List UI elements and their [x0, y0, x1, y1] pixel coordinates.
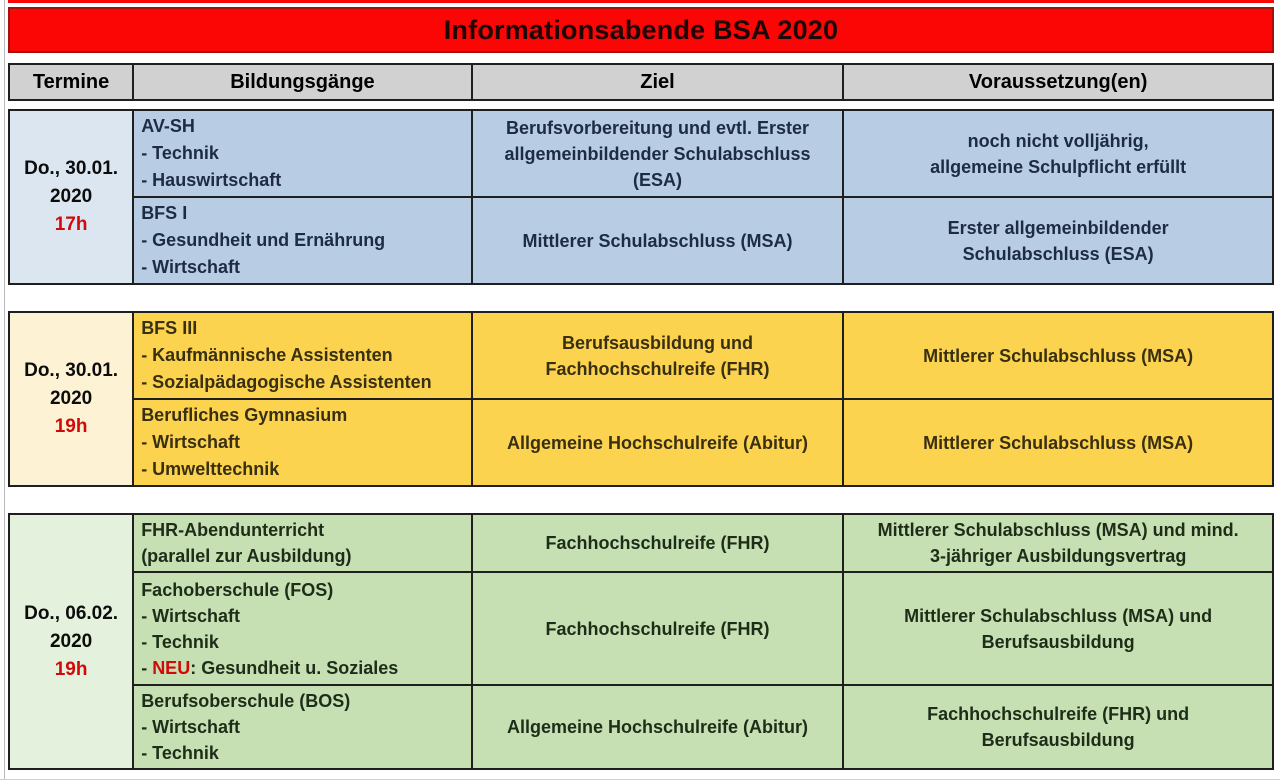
text-line: Fachhochschulreife (FHR) und: [927, 704, 1190, 724]
goal-cell: [472, 197, 844, 284]
column-header-bildungsgaenge: Bildungsgänge: [133, 64, 472, 100]
text-line: Mittlerer Schulabschluss (MSA) und: [904, 605, 1213, 626]
date-line: 2020: [49, 186, 93, 207]
goal-cell: [472, 110, 844, 197]
date-cell: [9, 514, 133, 769]
section-blue: [8, 109, 1274, 285]
requirement-cell: [843, 399, 1273, 486]
program-line: - Wirtschaft: [141, 432, 241, 452]
program-line: - Wirtschaft: [141, 257, 241, 277]
programs-cell: [133, 572, 472, 685]
text-line: Mittlerer Schulabschluss (MSA): [923, 432, 1194, 453]
requirement-cell: [843, 197, 1273, 284]
text-line: Allgemeine Hochschulreife (Abitur): [506, 432, 809, 453]
text-line: Berufsausbildung: [981, 631, 1135, 652]
date-line: 2020: [49, 388, 93, 409]
flyer: [8, 7, 1274, 770]
date-cell: [9, 110, 133, 284]
program-line: - Wirtschaft: [141, 605, 241, 626]
requirement-cell: [843, 110, 1273, 197]
text-line: Erster allgemeinbildender: [947, 217, 1169, 238]
neu-prefix: -: [141, 657, 153, 678]
section-yellow: [8, 311, 1274, 487]
text-line: Berufsvorbereitung und evtl. Erster: [505, 117, 810, 138]
goal-cell: [472, 399, 844, 486]
programs-cell: [133, 197, 472, 284]
page-title: Informationsabende BSA 2020: [443, 14, 839, 45]
program-line: BFS I: [141, 203, 188, 223]
program-line: (parallel zur Ausbildung): [141, 546, 352, 566]
text-line: noch nicht volljährig,: [967, 130, 1149, 151]
text-line: Fachhochschulreife (FHR): [545, 618, 770, 639]
date-line: 2020: [49, 630, 93, 652]
text-line: 3-jähriger Ausbildungsvertrag: [929, 546, 1187, 566]
goal-cell: [472, 514, 844, 572]
program-line: - Wirtschaft: [141, 717, 241, 737]
time-label: 17h: [54, 214, 88, 235]
text-line: Berufsausbildung: [981, 730, 1135, 750]
programs-cell: [133, 110, 472, 197]
program-line: - Umwelttechnik: [141, 459, 280, 479]
text-line: Mittlerer Schulabschluss (MSA): [522, 230, 793, 251]
program-line: - Technik: [141, 743, 219, 763]
goal-cell: [472, 312, 844, 399]
program-line: Berufliches Gymnasium: [141, 405, 348, 425]
program-line: AV-SH: [141, 116, 195, 136]
program-line: - Kaufmännische Assistenten: [141, 345, 393, 365]
goal-cell: [472, 572, 844, 685]
title-bar: [8, 7, 1274, 53]
neu-accent: NEU: [152, 657, 191, 678]
requirement-cell: [843, 312, 1273, 399]
text-line: Mittlerer Schulabschluss (MSA) und mind.: [877, 520, 1239, 540]
text-line: Berufsausbildung und: [562, 332, 753, 353]
program-line: Berufsoberschule (BOS): [141, 691, 351, 711]
programs-cell: [133, 312, 472, 399]
text-line: Mittlerer Schulabschluss (MSA): [923, 345, 1194, 366]
top-red-strip: [8, 0, 1274, 3]
text-line: Allgemeine Hochschulreife (Abitur): [506, 717, 809, 737]
text-line: (ESA): [633, 169, 682, 190]
program-line: - Technik: [141, 631, 219, 652]
program-line: BFS III: [141, 318, 198, 338]
text-line: allgemeinbildender Schulabschluss: [504, 143, 811, 164]
date-line: Do., 30.01.: [24, 158, 119, 179]
program-line: - Sozialpädagogische Assistenten: [141, 372, 432, 392]
date-line: Do., 30.01.: [24, 360, 119, 381]
section-green: [8, 513, 1274, 770]
program-line: - Technik: [141, 143, 219, 163]
program-line: - Gesundheit und Ernährung: [141, 230, 386, 250]
text-line: Fachhochschulreife (FHR): [545, 533, 770, 553]
requirement-cell: [843, 572, 1273, 685]
column-header-termine: Termine: [9, 64, 133, 100]
column-header-voraussetzung: Voraussetzung(en): [843, 64, 1273, 100]
time-label: 19h: [54, 416, 88, 437]
left-edge-line: [4, 0, 5, 780]
time-label: 19h: [54, 658, 88, 680]
goal-cell: [472, 685, 844, 769]
program-line: FHR-Abendunterricht: [141, 520, 325, 540]
text-line: Schulabschluss (ESA): [962, 243, 1154, 264]
column-header-row: [8, 63, 1274, 101]
program-line: - Hauswirtschaft: [141, 170, 282, 190]
programs-cell: [133, 399, 472, 486]
programs-cell: [133, 514, 472, 572]
date-cell: [9, 312, 133, 486]
requirement-cell: [843, 685, 1273, 769]
requirement-cell: [843, 514, 1273, 572]
program-line: Fachoberschule (FOS): [141, 579, 334, 600]
text-line: allgemeine Schulpflicht erfüllt: [930, 156, 1187, 177]
programs-cell: [133, 685, 472, 769]
text-line: Fachhochschulreife (FHR): [545, 358, 770, 379]
program-line-neu: [141, 655, 467, 681]
neu-rest: : Gesundheit u. Soziales: [190, 657, 399, 678]
date-line: Do., 06.02.: [24, 602, 119, 624]
column-header-ziel: Ziel: [472, 64, 844, 100]
